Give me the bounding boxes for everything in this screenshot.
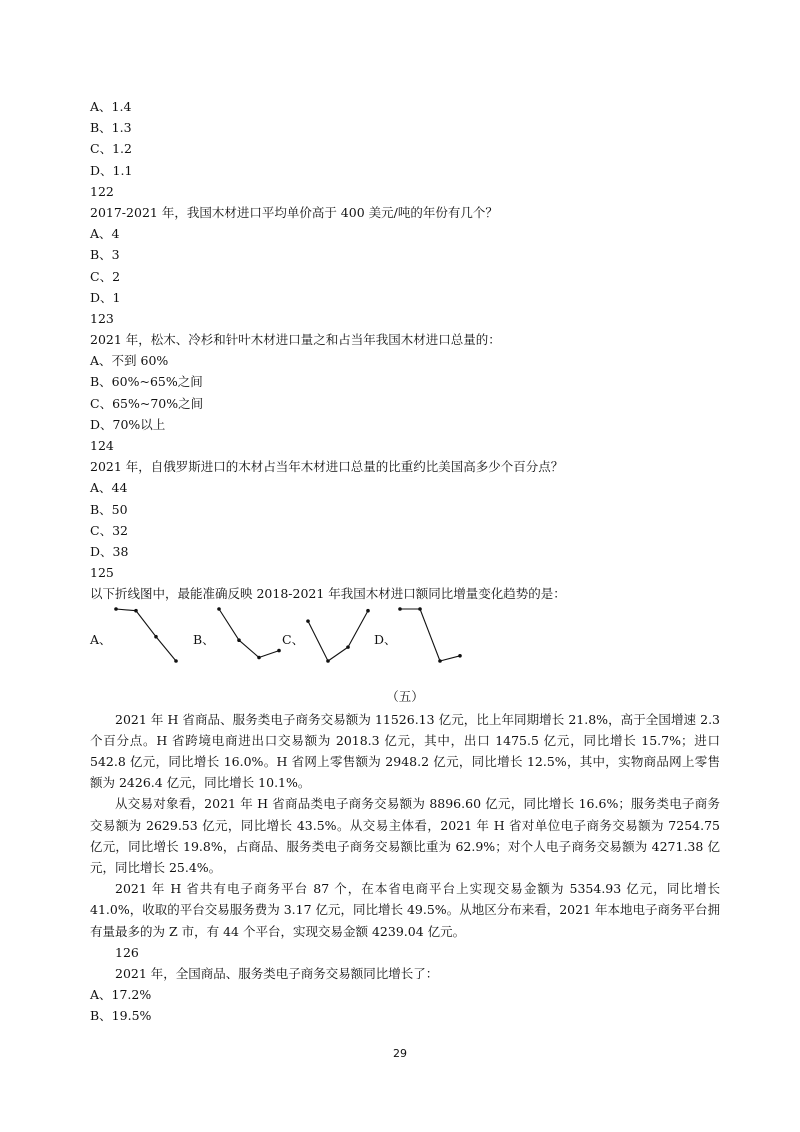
graph-d-point-4	[458, 654, 462, 658]
graph-d-segment-2	[420, 609, 440, 661]
q122-option-b: B、3	[90, 247, 120, 263]
graph-c-point-1	[306, 619, 310, 623]
q123-number: 123	[90, 310, 114, 326]
graph-a-point-2	[134, 608, 138, 612]
q125-graph-options	[90, 605, 720, 683]
q126-number: 126	[115, 944, 139, 960]
graph-a-segment-3	[156, 636, 176, 660]
q122-number: 122	[90, 183, 114, 199]
q121-option-b: B、1.3	[90, 120, 132, 136]
q123-option-c: C、65%~70%之间	[90, 395, 204, 411]
graph-a-point-1	[114, 607, 118, 611]
graph-b-point-3	[257, 655, 261, 659]
passage-paragraph-1: 2021 年 H 省商品、服务类电子商务交易额为 11526.13 亿元，比上年同期增长 21.8%，高于全国增速 2.3 个百分点。H 省跨境电商进出口交易额为 2018.3 亿元，其中，出口 1475.5 亿元，同比增长 15.7%；进口 542.8 亿元，同比增长 16.0%。H 省网上零售额为 2948.2 亿元，同比增长 12.5%，其中，实物商品网上零售额为 2426.4 亿元，同比增长 10.1%。	[90, 711, 720, 791]
q123-option-d: D、70%以上	[90, 416, 166, 432]
q126-option-b: B、19.5%	[90, 1008, 152, 1024]
graph-b-point-1	[217, 607, 221, 611]
q125-graph-a-svg	[112, 605, 182, 665]
q123-option-a: A、不到 60%	[90, 353, 169, 369]
q124-number: 124	[90, 438, 114, 453]
q122-option-d: D、1	[90, 289, 121, 305]
q125-graph-c-label: C、	[282, 631, 305, 647]
graph-b-segment-1	[219, 609, 239, 640]
graph-d-point-2	[418, 607, 422, 611]
graph-d-point-3	[438, 659, 442, 663]
graph-b-segment-3	[259, 650, 279, 657]
q125-graph-d-label: D、	[374, 631, 397, 647]
graph-a-point-3	[154, 634, 158, 638]
q124-option-b: B、50	[90, 501, 128, 517]
section-title: （五）	[386, 688, 424, 704]
graph-b-point-4	[277, 648, 281, 652]
q124-option-a: A、44	[90, 480, 128, 496]
q125-graph-a-label: A、	[90, 631, 112, 647]
graph-c-segment-1	[308, 621, 328, 661]
graph-c-segment-2	[328, 647, 348, 661]
graph-a-segment-2	[136, 610, 156, 636]
passage-paragraph-2: 从交易对象看，2021 年 H 省商品类电子商务交易额为 8896.60 亿元，同比增长 16.6%；服务类电子商务交易额为 2629.53 亿元，同比增长 43.5%。从交易主体看，2021 年 H 省对单位电子商务交易额为 7254.75 亿元，同比增长 19.8%，占商品、服务类电子商务交易额比重为 62.9%；对个人电子商务交易额为 4271.38 亿元，同比增长 25.4%。	[90, 796, 720, 875]
graph-b-point-2	[237, 638, 241, 642]
q121-option-a: A、1.4	[90, 99, 132, 114]
q122-text: 2017-2021 年，我国木材进口平均单价高于 400 美元/吨的年份有几个？	[90, 204, 498, 220]
q123-option-b: B、60%~65%之间	[90, 374, 203, 390]
q124-text: 2021 年，自俄罗斯进口的木材占当年木材进口总量的比重约比美国高多少个百分点？	[90, 459, 564, 475]
q123-text: 2021 年，松木、冷杉和针叶木材进口量之和占当年我国木材进口总量的：	[90, 332, 501, 348]
page-content	[90, 96, 720, 1026]
graph-c-point-4	[366, 608, 370, 612]
q126-option-a: A、17.2%	[90, 987, 152, 1003]
q125-graph-b-label: B、	[193, 631, 215, 647]
graph-b-segment-2	[239, 640, 259, 657]
graph-a-segment-1	[116, 609, 136, 611]
passage-paragraph-3: 2021 年 H 省共有电子商务平台 87 个，在本省电商平台上实现交易金额为 5354.93 亿元，同比增长 41.0%，收取的平台交易服务费为 3.17 亿元，同比增长 49.5%。从地区分布来看，2021 年本地电子商务平台拥有量最多的为 Z 市，有 44 个平台，实现交易金额 4239.04 亿元。	[90, 881, 720, 939]
graph-c-segment-3	[348, 610, 368, 646]
q125-number: 125	[90, 565, 114, 581]
graph-d-segment-3	[440, 655, 460, 660]
q124-option-d: D、38	[90, 543, 129, 559]
q122-option-a: A、4	[90, 226, 120, 242]
q121-option-d: D、1.1	[90, 162, 133, 178]
q126-text: 2021 年，全国商品、服务类电子商务交易额同比增长了：	[115, 965, 439, 981]
graph-c-point-3	[346, 645, 350, 649]
q124-option-c: C、32	[90, 522, 128, 538]
graph-c-point-2	[326, 659, 330, 663]
page-number: 29	[393, 1047, 407, 1060]
q125-graph-c-svg	[304, 605, 374, 665]
q122-option-c: C、2	[90, 268, 121, 284]
q125-graph-d-svg	[396, 605, 466, 665]
graph-d-point-1	[398, 607, 402, 611]
q125-text: 以下折线图中，最能准确反映 2018-2021 年我国木材进口额同比增量变化趋势的是：	[90, 586, 566, 602]
q125-graph-b-svg	[215, 605, 285, 665]
graph-a-point-4	[174, 659, 178, 663]
q121-option-c: C、1.2	[90, 141, 132, 157]
